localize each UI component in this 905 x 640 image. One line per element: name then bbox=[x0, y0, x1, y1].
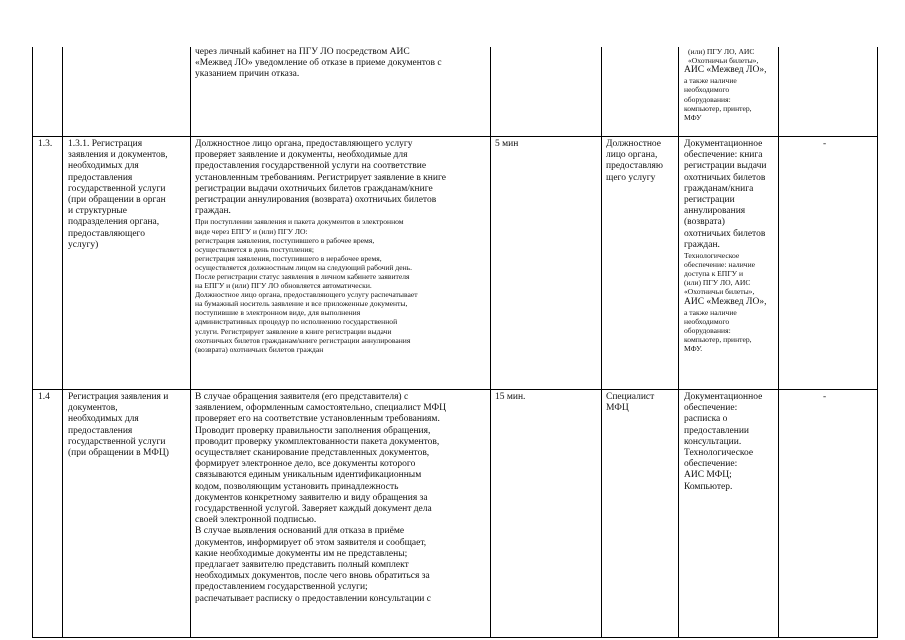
procedure-text: В случае обращения заявителя (его представителя) с заявлением, оформленным самостоятельно, специалист МФЦ проверяет его на соответствие установленным требованиям. Проводит проверку правильности заполнения обращения, проводит проверку укомплектованности пакета документов, осуществляет сканирование представленных документов, формирует электронное дело, все документы которого связываются единым уникальным идентификационным кодом, позволяющим установить принадлежность документов конкретному заявителю и виду обращения за государственной услугой. Заверяет каждый документ дела своей электронной подписью. В случае выявления оснований для отказа в приёме документов, информирует об этом заявителя и сообщает, какие необходимые документы им не представлены; предлагает заявителю представить полный комплект необходимых документов, после чего вновь обратиться за предоставлением государственной услуги; распечатывает расписку о предоставлении консультации с bbox=[195, 392, 446, 604]
resources-text: АИС «Межвед ЛО», bbox=[684, 65, 767, 76]
result-cell bbox=[823, 392, 843, 403]
number-cell bbox=[38, 392, 60, 403]
resources-cell bbox=[684, 47, 776, 135]
time-value: 5 мин bbox=[495, 139, 519, 149]
time-cell bbox=[495, 139, 595, 150]
row-number: 1.3. bbox=[38, 139, 53, 149]
time-value: 15 мин. bbox=[495, 392, 526, 402]
action-text: Регистрация заявления и документов, необходимых для предоставления государственной услуги (при обращении в МФЦ) bbox=[68, 392, 169, 459]
responsible-text: Должностное лицо органа, предоставляю щего услугу bbox=[606, 139, 664, 183]
action-text: 1.3.1. Регистрация заявления и документов, необходимых для предоставления государственной услуги (при обращении в орган и структурные подразделения органа, предоставляющего услугу) bbox=[68, 139, 168, 250]
resources-text-small-2: а также наличие необходимого оборудования: компьютер, принтер, МФУ bbox=[684, 76, 752, 122]
result-cell bbox=[823, 139, 843, 150]
procedure-text-small: При поступлении заявления и пакета документов в электронном виде через ЕПГУ и (или) ПГУ ЛО: регистрация заявления, поступившего в рабочее время, осуществляется в день поступления; регистрация заявления, поступившего в нерабочее время, осуществляется должностным лицом на следующий рабочий день. После регистрации статус заявления в личном кабинете заявителя на ЕПГУ и (или) ПГУ ЛО обновляется автоматически. Должностное лицо органа, предоставляющего услугу распечатывает на бумажный носитель заявление и все приложенные документы, поступившие в электронном виде, для выполнения административных процедур по исполнению государственной услуги. Регистрирует заявление в книге регистрации выдачи охотничьих билетов гражданам/книге регистрации аннулирования (возврата) охотничьих билетов граждан bbox=[195, 217, 418, 354]
row-number: 1.4 bbox=[38, 392, 50, 402]
procedure-cell bbox=[195, 47, 487, 135]
table-row-line-2 bbox=[32, 389, 878, 390]
procedure-text: через личный кабинет на ПГУ ЛО посредством АИС «Межвед ЛО» уведомление об отказе в приеме документов с указанием причин отказа. bbox=[195, 47, 442, 80]
responsible-cell bbox=[606, 392, 678, 414]
resources-text-small: Технологическое обеспечение: наличие доступа к ЕПГУ и (или) ПГУ ЛО, АИС «Охотничьи билеты», bbox=[684, 251, 756, 297]
resources-text: Документационное обеспечение: книга регистрации выдачи охотничьих билетов гражданам/книга регистрации аннулирования (возврата) охотничьих билетов граждан. bbox=[684, 139, 767, 250]
responsible-cell bbox=[606, 139, 678, 184]
resources-text-small-2: а также наличие необходимого оборудования: компьютер, принтер, МФУ. bbox=[684, 307, 752, 354]
result-text: - bbox=[823, 392, 827, 402]
result-text: - bbox=[823, 139, 827, 149]
number-cell bbox=[38, 139, 60, 150]
resources-cell bbox=[684, 139, 777, 389]
resources-text-2: АИС «Межвед ЛО», bbox=[684, 296, 767, 307]
action-cell bbox=[68, 392, 189, 459]
procedure-cell bbox=[195, 139, 489, 389]
time-cell bbox=[495, 392, 595, 403]
responsible-text: Специалист МФЦ bbox=[606, 392, 655, 414]
resources-text-small: (или) ПГУ ЛО, АИС «Охотничьи билеты», bbox=[688, 47, 759, 66]
procedure-cell bbox=[195, 392, 489, 637]
procedure-text: Должностное лицо органа, предоставляющего услугу проверяет заявление и документы, необходимые для предоставления государственной услуги на соответствие установленным требованиям. Регистрирует заявление в книге регистрации выдачи охотничьих билетов гражданам/книге регистрации аннулирования (возврата) охотничьих билетов граждан. bbox=[195, 139, 446, 217]
resources-cell bbox=[684, 392, 777, 493]
table-border-bottom bbox=[32, 637, 878, 638]
action-cell bbox=[68, 139, 189, 251]
resources-text: Документационное обеспечение: расписка о предоставлении консультации. Технологическое обеспечение: АИС МФЦ; Компьютер. bbox=[684, 392, 763, 492]
table-row-line-1 bbox=[32, 136, 878, 137]
